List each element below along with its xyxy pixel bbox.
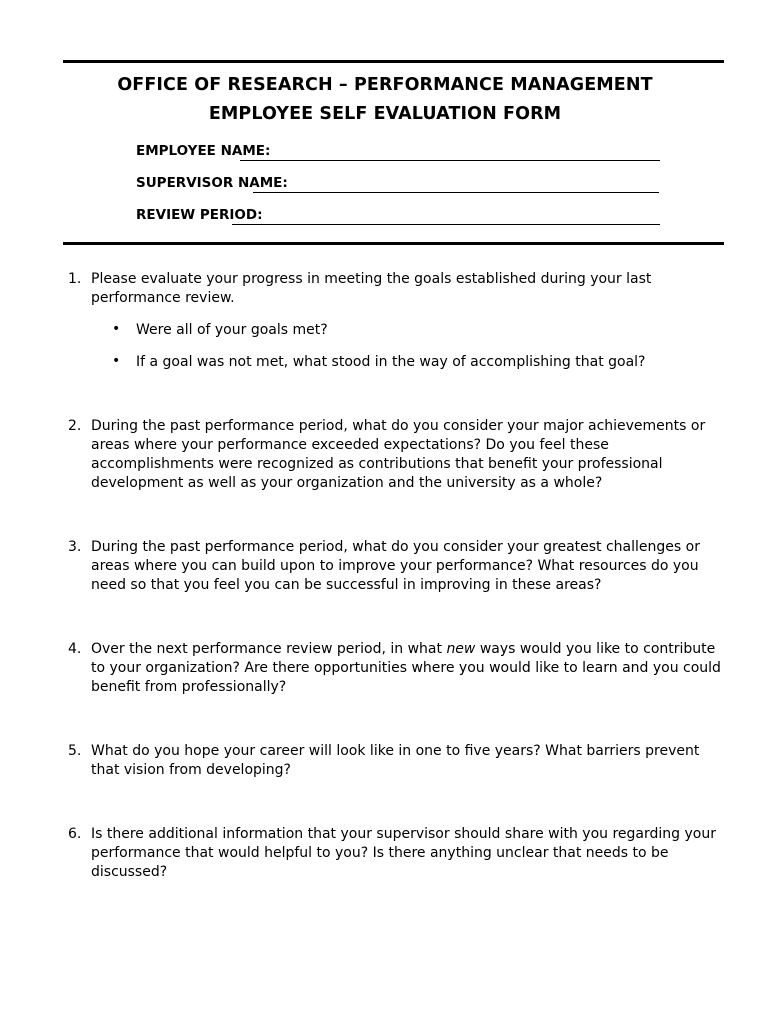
question-5-text: What do you hope your career will look like in one to five years? What barriers prevent that vision from developing? xyxy=(91,743,700,778)
employee-name-field[interactable] xyxy=(136,143,660,163)
question-2 xyxy=(68,417,728,493)
question-5-number: 5. xyxy=(68,743,82,759)
question-4-text: Over the next performance review period, in what new ways would you like to contribute to your organization? Are there opportunities where you would like to learn and you could benefit from professionally? xyxy=(91,641,721,695)
bottom-rule xyxy=(63,242,724,245)
question-1-bullet-2 xyxy=(112,353,712,372)
question-1 xyxy=(68,270,728,308)
top-rule xyxy=(63,60,724,63)
question-1-text: Please evaluate your progress in meeting the goals established during your last performance review. xyxy=(91,271,652,306)
question-6 xyxy=(68,825,728,882)
review-period-line[interactable] xyxy=(232,224,660,225)
question-2-number: 2. xyxy=(68,418,82,434)
form-title-line1: OFFICE OF RESEARCH – PERFORMANCE MANAGEMENT xyxy=(117,75,653,95)
question-1-number: 1. xyxy=(68,271,82,287)
question-6-number: 6. xyxy=(68,826,82,842)
supervisor-name-field[interactable] xyxy=(136,175,660,195)
review-period-label: REVIEW PERIOD: xyxy=(136,207,263,223)
question-5 xyxy=(68,742,728,780)
bullet-icon: • xyxy=(112,353,121,369)
question-2-text: During the past performance period, what do you consider your major achievements or areas where your performance exceeded expectations? Do you feel these accomplishments were recognized as contributions that benefit your professional development as well as your organization and the university as a whole? xyxy=(91,418,706,491)
question-1-bullet-1 xyxy=(112,321,712,340)
bullet-icon: • xyxy=(112,321,121,337)
form-title-line2: EMPLOYEE SELF EVALUATION FORM xyxy=(208,104,562,124)
bullet-text: Were all of your goals met? xyxy=(136,322,328,338)
supervisor-name-line[interactable] xyxy=(253,192,659,193)
question-3-text: During the past performance period, what do you consider your greatest challenges or areas where you can build upon to improve your performance? What resources do you need so that you feel you can be successful in improving in these areas? xyxy=(91,539,700,593)
supervisor-name-label: SUPERVISOR NAME: xyxy=(136,175,288,191)
bullet-text: If a goal was not met, what stood in the way of accomplishing that goal? xyxy=(136,354,646,370)
question-4-number: 4. xyxy=(68,641,82,657)
employee-name-line[interactable] xyxy=(240,160,660,161)
question-3 xyxy=(68,538,728,595)
question-4 xyxy=(68,640,728,697)
question-3-number: 3. xyxy=(68,539,82,555)
question-6-text: Is there additional information that your supervisor should share with you regarding your performance that would helpful to you? Is there anything unclear that needs to be discussed? xyxy=(91,826,716,880)
emphasis-new: new xyxy=(446,641,476,657)
review-period-field[interactable] xyxy=(136,207,660,227)
employee-name-label: EMPLOYEE NAME: xyxy=(136,143,271,159)
